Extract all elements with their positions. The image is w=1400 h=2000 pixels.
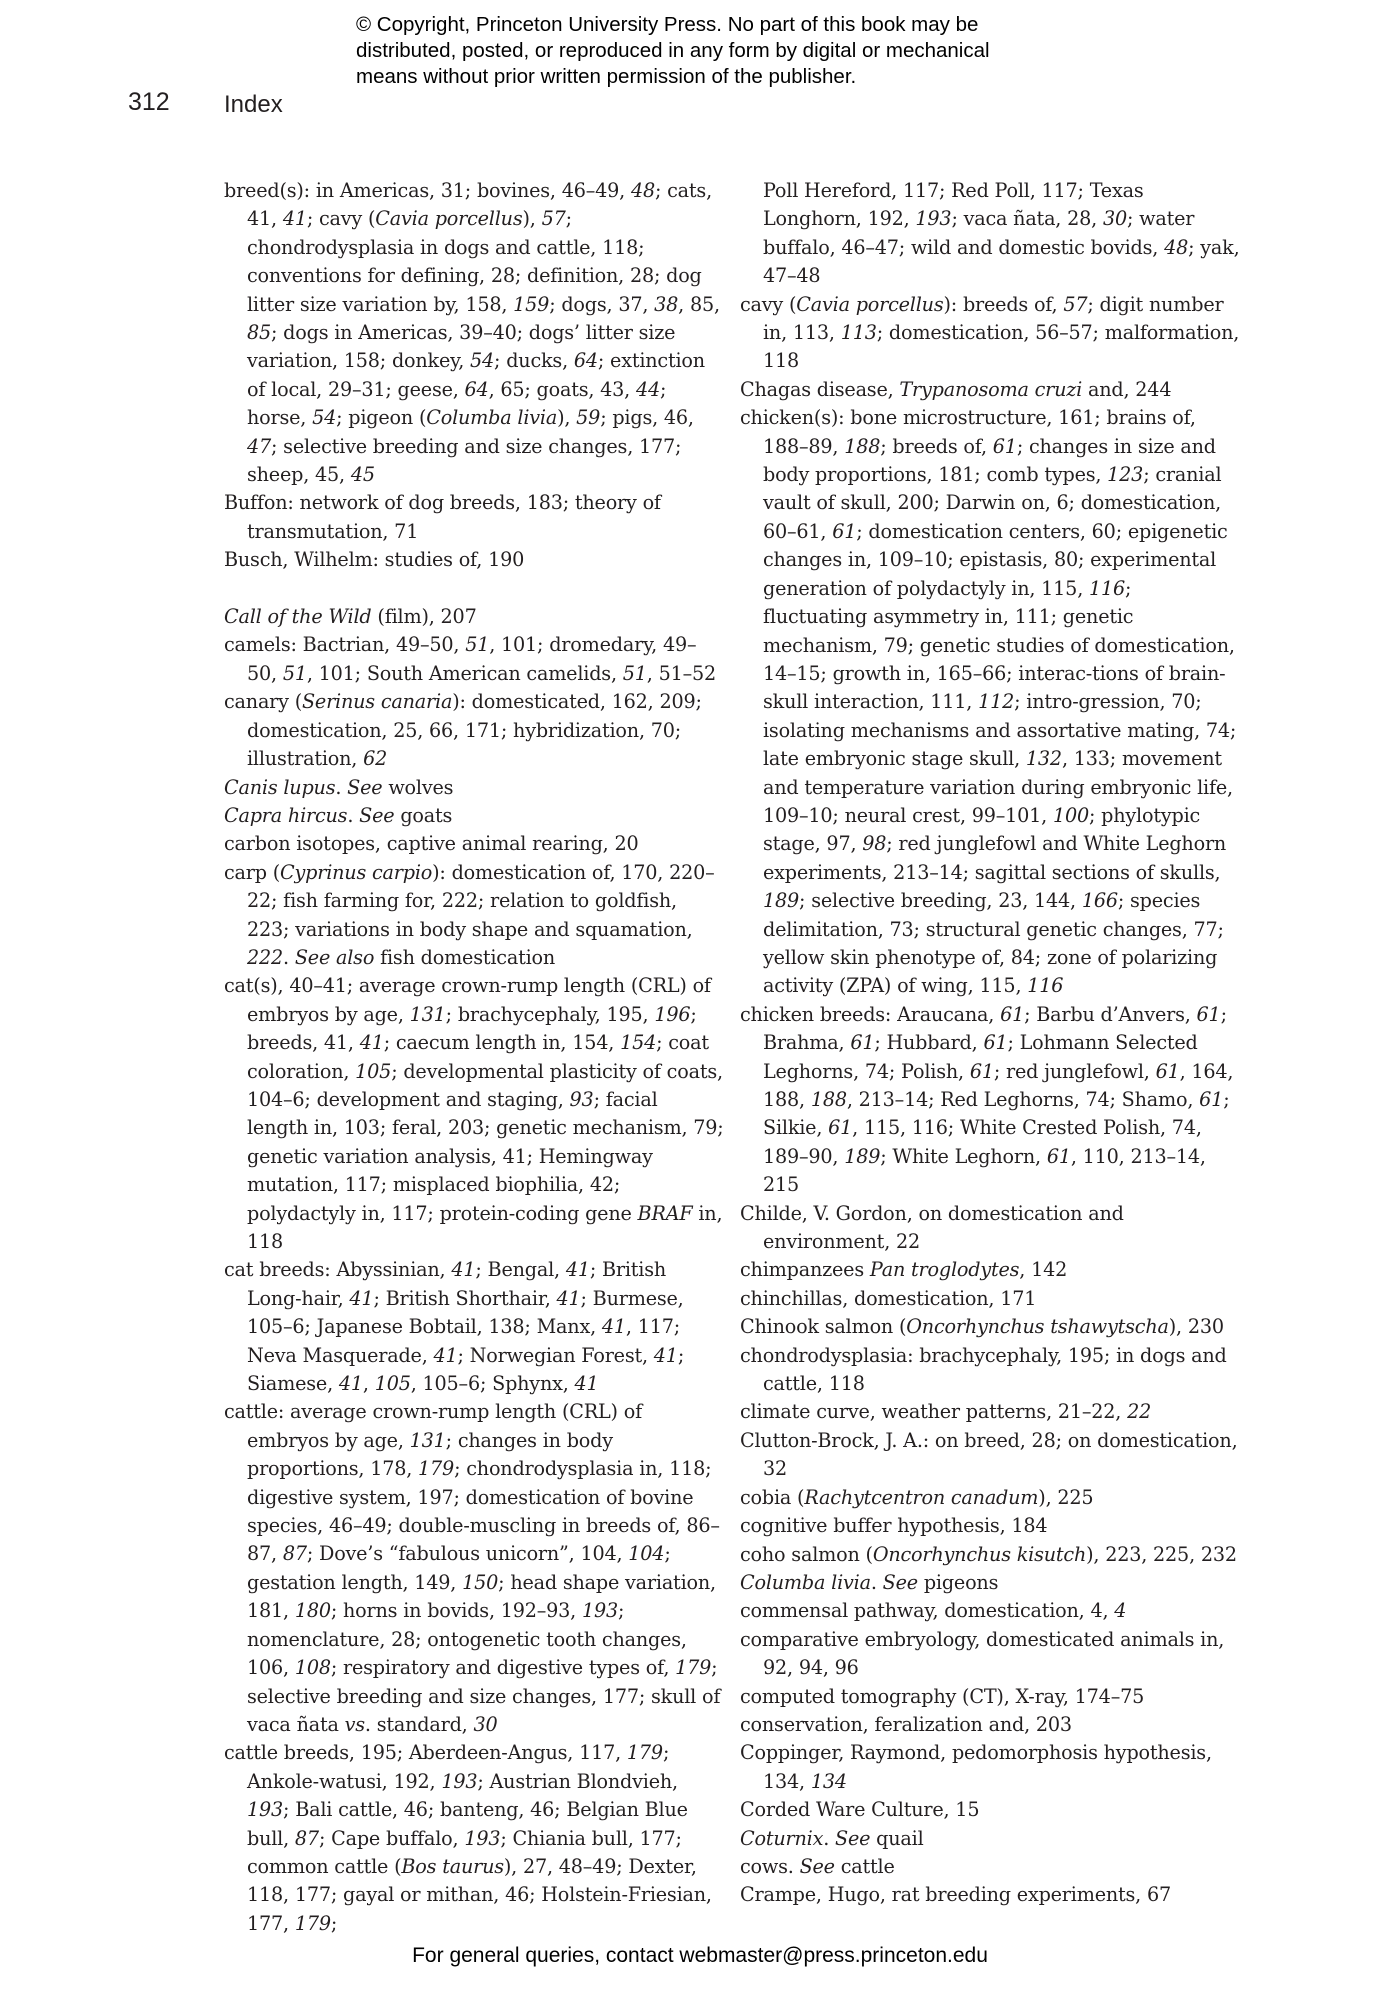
- index-entry: cognitive buffer hypothesis, 184: [740, 1514, 1048, 1538]
- index-entry: carp (Cyprinus carpio): domestication of, 170, 220–22; fish farming for, 222; relation to goldfish, 223; variations in body shape and squamation, 222. See also fish domestication: [224, 860, 715, 969]
- index-entry: climate curve, weather patterns, 21–22, 22: [740, 1400, 1152, 1424]
- index-entry: chondrodysplasia: brachycephaly, 195; in dogs and cattle, 118: [740, 1343, 1227, 1396]
- index-entry: cobia (Rachytcentron canadum), 225: [740, 1485, 1094, 1509]
- index-entry: commensal pathway, domestication, 4, 4: [740, 1599, 1127, 1623]
- index-entry: chicken(s): bone microstructure, 161; brains of, 188–89, 188; breeds of, 61; changes in size and body proportions, 181; comb types, 123; cranial vault of skull, 200; Darwin on, 6; domestication, 60–61, 61; domestication centers, 60; epigenetic changes in, 109–10; epistasis, 80; experimental generation of polydactyly in, 115, 116; fluctuating asymmetry in, 111; genetic mechanism, 79; genetic studies of domestication, 14–15; growth in, 165–66; interac-tions of brain-skull interaction, 111, 112; intro-gression, 70; isolating mechanisms and assortative mating, 74; late embryonic stage skull, 132, 133; movement and temperature variation during embryonic life, 109–10; neural crest, 99–101, 100; phylotypic stage, 97, 98; red junglefowl and White Leghorn experiments, 213–14; sagittal sections of skulls, 189; selective breeding, 23, 144, 166; species delimitation, 73; structural genetic changes, 77; yellow skin phenotype of, 84; zone of polarizing activity (ZPA) of wing, 115, 116: [740, 406, 1237, 998]
- index-column-right: [740, 177, 1240, 1910]
- index-entry: Crampe, Hugo, rat breeding experiments, 67: [740, 1883, 1171, 1907]
- copyright-notice: [356, 12, 1116, 90]
- footer-contact: For general queries, contact webmaster@press.princeton.edu: [412, 1944, 988, 1967]
- index-entry: Coturnix. See quail: [740, 1826, 924, 1850]
- index-entry: camels: Bactrian, 49–50, 51, 101; dromedary, 49–50, 51, 101; South American camelids, 51, 51–52: [224, 633, 716, 685]
- index-entry: computed tomography (CT), X-ray, 174–75: [740, 1684, 1145, 1708]
- index-entry: cat(s), 40–41; average crown-rump length (CRL) of embryos by age, 131; brachycephaly, 195, 196; breeds, 41, 41; caecum length in, 154, 154; coat coloration, 105; developmental plasticity of coats, 104–6; development and staging, 93; facial length in, 103; feral, 203; genetic mechanism, 79; genetic variation analysis, 41; Hemingway mutation, 117; misplaced biophilia, 42; polydactyly in, 117; protein-coding gene BRAF in, 118: [224, 974, 724, 1254]
- index-entry: Childe, V. Gordon, on domestication and environment, 22: [740, 1201, 1124, 1254]
- index-entry: cavy (Cavia porcellus): breeds of, 57; digit number in, 113, 113; domestication, 56–57; malformation, 118: [740, 292, 1240, 373]
- index-entry: Busch, Wilhelm: studies of, 190: [224, 548, 525, 572]
- index-entry: Coppinger, Raymond, pedomorphosis hypothesis, 134, 134: [740, 1741, 1212, 1793]
- index-entry: Chinook salmon (Oncorhynchus tshawytscha), 230: [740, 1315, 1224, 1339]
- index-entry: breed(s): in Americas, 31; bovines, 46–49, 48; cats, 41, 41; cavy (Cavia porcellus), 57; chondrodysplasia in dogs and cattle, 118; conventions for defining, 28; definition, 28; dog litter size variation by, 158, 159; dogs, 37, 38, 85, 85; dogs in Americas, 39–40; dogs’ litter size variation, 158; donkey, 54; ducks, 64; extinction of local, 29–31; geese, 64, 65; goats, 43, 44; horse, 54; pigeon (Columba livia), 59; pigs, 46, 47; selective breeding and size changes, 177; sheep, 45, 45: [224, 179, 720, 487]
- copyright-line: means without prior written permission of the publisher.: [356, 65, 857, 88]
- running-head: Index: [224, 91, 283, 118]
- index-entry: Columba livia. See pigeons: [740, 1570, 999, 1594]
- index-entry: chimpanzees Pan troglodytes, 142: [740, 1258, 1068, 1282]
- index-entry: Capra hircus. See goats: [224, 803, 453, 827]
- page-number: 312: [128, 88, 170, 116]
- index-entry: carbon isotopes, captive animal rearing, 20: [224, 832, 639, 856]
- index-column-left: [224, 177, 724, 1938]
- index-entry: Buffon: network of dog breeds, 183; theory of transmutation, 71: [224, 491, 661, 543]
- index-entry: chicken breeds: Araucana, 61; Barbu d’Anvers, 61; Brahma, 61; Hubbard, 61; Lohmann Selected Leghorns, 74; Polish, 61; red junglefowl, 61, 164, 188, 188, 213–14; Red Leghorns, 74; Shamo, 61; Silkie, 61, 115, 116; White Crested Polish, 74, 189–90, 189; White Leghorn, 61, 110, 213–14, 215: [740, 1002, 1234, 1197]
- index-entry: canary (Serinus canaria): domesticated, 162, 209; domestication, 25, 66, 171; hybridization, 70; illustration, 62: [224, 690, 702, 771]
- index-entry-continued: Poll Hereford, 117; Red Poll, 117; Texas Longhorn, 192, 193; vaca ñata, 28, 30; water buffalo, 46–47; wild and domestic bovids, 48; yak, 47–48: [763, 179, 1240, 288]
- index-entry: Clutton-Brock, J. A.: on breed, 28; on domestication, 32: [740, 1428, 1238, 1481]
- copyright-line: distributed, posted, or reproduced in any form by digital or mechanical: [356, 39, 990, 62]
- copyright-line: © Copyright, Princeton University Press. No part of this book may be: [356, 13, 979, 36]
- index-entry: coho salmon (Oncorhynchus kisutch), 223, 225, 232: [740, 1542, 1237, 1566]
- index-entry: conservation, feralization and, 203: [740, 1712, 1072, 1736]
- index-entry: chinchillas, domestication, 171: [740, 1286, 1037, 1310]
- index-entry: cattle: average crown-rump length (CRL) of embryos by age, 131; changes in body proportions, 178, 179; chondrodysplasia in, 118; digestive system, 197; domestication of bovine species, 46–49; double-muscling in breeds of, 86–87, 87; Dove’s “fabulous unicorn”, 104, 104; gestation length, 149, 150; head shape variation, 181, 180; horns in bovids, 192–93, 193; nomenclature, 28; ontogenetic tooth changes, 106, 108; respiratory and digestive types of, 179; selective breeding and size changes, 177; skull of vaca ñata vs. standard, 30: [224, 1400, 721, 1736]
- index-entry: cows. See cattle: [740, 1854, 895, 1878]
- index-entry: Chagas disease, Trypanosoma cruzi and, 244: [740, 377, 1172, 401]
- index-entry: Corded Ware Culture, 15: [740, 1798, 980, 1822]
- index-entry: comparative embryology, domesticated animals in, 92, 94, 96: [740, 1627, 1225, 1680]
- index-entry: Canis lupus. See wolves: [224, 775, 454, 799]
- index-entry: cattle breeds, 195; Aberdeen-Angus, 117, 179; Ankole-watusi, 192, 193; Austrian Blondvieh, 193; Bali cattle, 46; banteng, 46; Belgian Blue bull, 87; Cape buffalo, 193; Chiania bull, 177; common cattle (Bos taurus), 27, 48–49; Dexter, 118, 177; gayal or mithan, 46; Holstein-Friesian, 177, 179;: [224, 1741, 712, 1935]
- index-entry: Call of the Wild (film), 207: [224, 605, 477, 629]
- index-entry: cat breeds: Abyssinian, 41; Bengal, 41; British Long-hair, 41; British Shorthair, 41; Burmese, 105–6; Japanese Bobtail, 138; Manx, 41, 117; Neva Masquerade, 41; Norwegian Forest, 41; Siamese, 41, 105, 105–6; Sphynx, 41: [224, 1258, 685, 1396]
